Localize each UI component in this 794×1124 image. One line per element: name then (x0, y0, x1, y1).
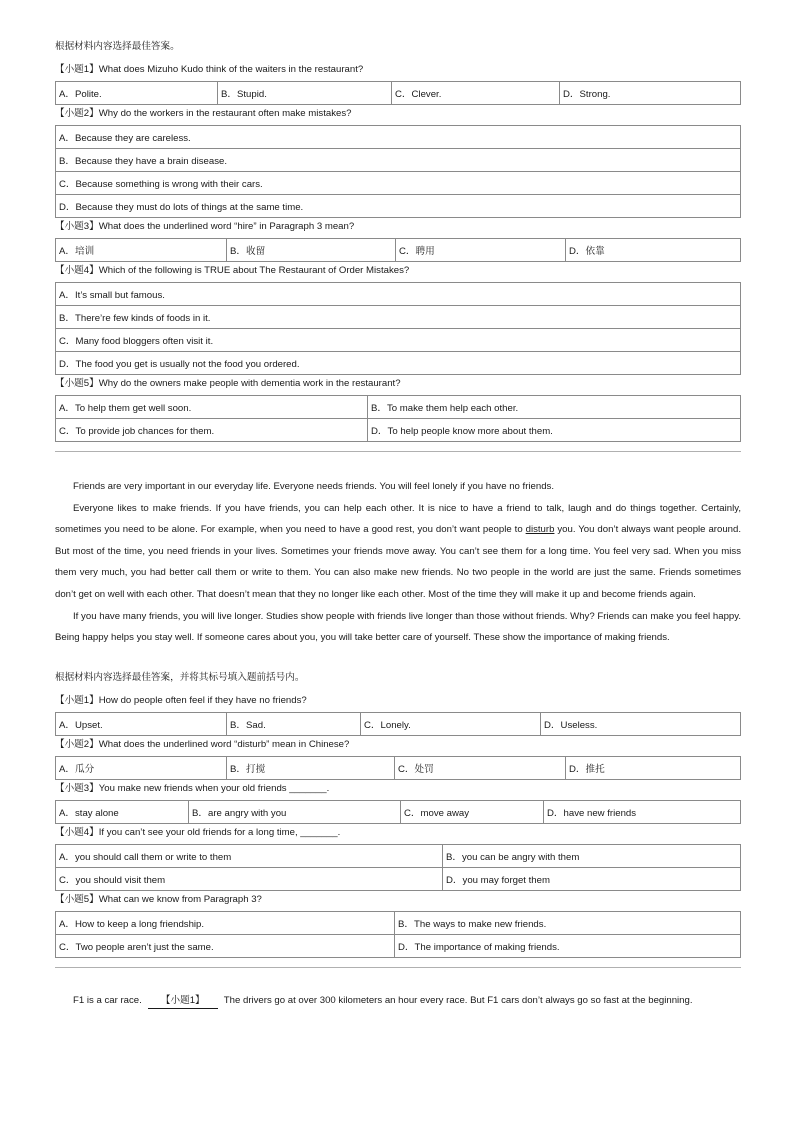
passage-paragraph-3: If you have many friends, you will live longer. Studies show people with friends live longer than those without friends. Why? Friends can make you feel happy. Being happy helps you stay well. If someone cares about you, you will take better care of yourself. These show the importance of making friends. (55, 610, 741, 644)
s1-q5-options (55, 395, 741, 442)
s1-q1-option-a[interactable]: A．Polite. (56, 82, 218, 105)
s1-q5-stem: 【小题5】Why do the owners make people with dementia work in the restaurant? (55, 378, 401, 389)
section1-instruction: 根据材料内容选择最佳答案。 (55, 41, 180, 52)
s2-q2-option-c[interactable]: C．处罚 (395, 756, 566, 779)
next-passage-line (55, 994, 741, 1009)
section-divider-2 (55, 967, 741, 968)
s2-q3-option-d[interactable]: D．have new friends (544, 800, 741, 823)
s2-q1-option-a[interactable]: A．Upset. (56, 712, 227, 735)
s1-q2-options (55, 125, 741, 218)
s1-q5-option-a[interactable]: A．To help them get well soon. (56, 396, 368, 419)
passage-paragraph-2 (55, 498, 741, 606)
s1-q2-option-c[interactable]: C．Because something is wrong with their cars. (56, 172, 741, 195)
s2-q5-option-a[interactable]: A．How to keep a long friendship. (56, 911, 395, 934)
s1-q3-option-a[interactable]: A．培训 (56, 239, 227, 262)
s1-q3-option-b[interactable]: B．收留 (227, 239, 396, 262)
s2-q4-stem: 【小题4】If you can’t see your old friends for a long time, _______. (55, 826, 341, 838)
s2-q2-options (55, 756, 741, 780)
s2-q5-option-c[interactable]: C．Two people aren’t just the same. (56, 934, 395, 957)
s2-q4-option-a[interactable]: A．you should call them or write to them (56, 844, 443, 867)
s2-q1-stem: 【小题1】How do people often feel if they have no friends? (55, 694, 307, 706)
s1-q1-option-d[interactable]: D．Strong. (560, 82, 741, 105)
s2-q3-option-a[interactable]: A．stay alone (56, 800, 189, 823)
s1-q2-option-a[interactable]: A．Because they are careless. (56, 126, 741, 149)
s1-q1-options (55, 81, 741, 105)
answer-blank-1[interactable]: 【小题1】 (148, 994, 218, 1009)
s2-q5-option-b[interactable]: B．The ways to make new friends. (395, 911, 741, 934)
passage-p2-text-before: Everyone likes to make friends. If you have friends, you can help each other. It is nice to have a friend to talk, laugh and do things together. Certainly, sometimes you need to be alone. For example, when you need to have a good rest, you don’t want people to (55, 502, 741, 536)
s1-q1-option-c[interactable]: C．Clever. (392, 82, 560, 105)
s1-q4-option-b[interactable]: B．There’re few kinds of foods in it. (56, 306, 741, 329)
s2-q1-options (55, 712, 741, 736)
s2-q2-stem: 【小题2】What does the underlined word “disturb” mean in Chinese? (55, 738, 350, 750)
s2-q3-option-c[interactable]: C．move away (401, 800, 544, 823)
s2-q1-option-d[interactable]: D．Useless. (541, 712, 741, 735)
s2-q1-option-b[interactable]: B．Sad. (227, 712, 361, 735)
s1-q4-stem: 【小题4】Which of the following is TRUE about The Restaurant of Order Mistakes? (55, 265, 410, 276)
s2-q2-option-b[interactable]: B．打搅 (227, 756, 395, 779)
s1-q4-option-a[interactable]: A．It’s small but famous. (56, 283, 741, 306)
s1-q5-option-d[interactable]: D．To help people know more about them. (368, 419, 741, 442)
worksheet-page (55, 40, 741, 1009)
s1-q3-stem: 【小题3】What does the underlined word “hire” in Paragraph 3 mean? (55, 221, 355, 232)
s1-q4-option-d[interactable]: D．The food you get is usually not the food you ordered. (56, 352, 741, 375)
s2-q4-option-c[interactable]: C．you should visit them (56, 867, 443, 890)
s1-q1-stem: 【小题1】What does Mizuho Kudo think of the waiters in the restaurant? (55, 64, 364, 75)
s2-q4-option-b[interactable]: B．you can be angry with them (443, 844, 741, 867)
section-divider (55, 451, 741, 452)
s1-q3-options (55, 238, 741, 262)
s1-q2-option-b[interactable]: B．Because they have a brain disease. (56, 149, 741, 172)
s1-q3-option-c[interactable]: C．聘用 (396, 239, 566, 262)
s1-q3-option-d[interactable]: D．依靠 (566, 239, 741, 262)
s1-q5-option-c[interactable]: C．To provide job chances for them. (56, 419, 368, 442)
section2-instruction: 根据材料内容选择最佳答案，并将其标号填入题前括号内。 (55, 671, 305, 683)
s1-q4-option-c[interactable]: C．Many food bloggers often visit it. (56, 329, 741, 352)
s2-q3-options (55, 800, 741, 824)
underlined-word-disturb: disturb (525, 524, 555, 536)
next-passage-text-after: The drivers go at over 300 kilometers an hour every race. But F1 cars don’t always go so fast at the beginning. (223, 994, 693, 1006)
s2-q5-option-d[interactable]: D．The importance of making friends. (395, 934, 741, 957)
next-passage-text-before: F1 is a car race. (73, 994, 142, 1006)
passage-p2-text-after: you. You don’t always want people around. But most of the time, you need friends in your lives. Sometimes your friends move away. You can’t see them for a long time. You feel very sad. When you miss them very much, you had better call them or write to them. You can also make new friends. No two people in the world are just the same. Friends sometimes don’t get on well with each other. That doesn’t mean that they no longer like each other. Most of the time they will make it up and become friends again. (55, 524, 741, 600)
s2-q2-option-a[interactable]: A．瓜分 (56, 756, 227, 779)
s2-q2-option-d[interactable]: D．推托 (566, 756, 741, 779)
passage-paragraph-1: Friends are very important in our everyday life. Everyone needs friends. You will feel lonely if you have no friends. (73, 481, 555, 492)
reading-passage (55, 476, 741, 649)
s1-q2-option-d[interactable]: D．Because they must do lots of things at the same time. (56, 195, 741, 218)
s2-q5-stem: 【小题5】What can we know from Paragraph 3? (55, 893, 262, 905)
s2-q5-options (55, 911, 741, 958)
s1-q2-stem: 【小题2】Why do the workers in the restaurant often make mistakes? (55, 108, 352, 119)
s1-q4-options (55, 282, 741, 375)
s1-q1-option-b[interactable]: B．Stupid. (218, 82, 392, 105)
s1-q5-option-b[interactable]: B．To make them help each other. (368, 396, 741, 419)
s2-q4-options (55, 844, 741, 891)
s2-q3-option-b[interactable]: B．are angry with you (189, 800, 401, 823)
s2-q1-option-c[interactable]: C．Lonely. (361, 712, 541, 735)
s2-q4-option-d[interactable]: D．you may forget them (443, 867, 741, 890)
s2-q3-stem: 【小题3】You make new friends when your old friends _______. (55, 782, 330, 794)
